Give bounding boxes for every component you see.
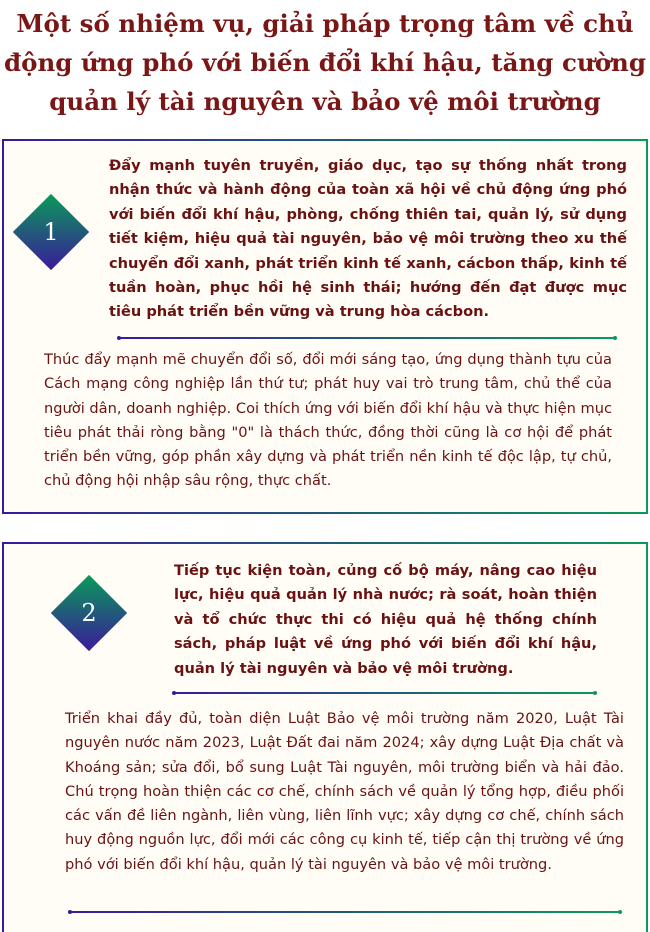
item-number: 2: [81, 599, 97, 627]
item-body: Triển khai đầy đủ, toàn diện Luật Bảo vệ môi trường năm 2020, Luật Tài nguyên nước năm 2023, Luật Đất đai năm 2024; xây dựng Luật Địa chất và Khoáng sản; sửa đổi, bổ sung Luật Tài nguyên, môi trường biển và hải đảo. Chú trọng hoàn thiện các cơ chế, chính sách về quản lý tổng hợp, điều phối các vấn đề liên ngành, liên vùng, liên lĩnh vực; xây dựng cơ chế, chính sách huy động nguồn lực, đổi mới các công cụ kinh tế, tiếp cận thị trường về ứng phó với biến đổi khí hậu, quản lý tài nguyên và bảo vệ môi trường.: [65, 710, 624, 873]
item-body: Thúc đẩy mạnh mẽ chuyển đổi số, đổi mới sáng tạo, ứng dụng thành tựu của Cách mạng công nghiệp lần thứ tư; phát huy vai trò trung tâm, chủ thể của người dân, doanh nghiệp. Coi thích ứng với biến đổi khí hậu và thực hiện mục tiêu phát thải ròng bằng "0" là thách thức, đồng thời cũng là cơ hội để phát triển bền vững, góp phần xây dựng và phát triển nền kinh tế độc lập, tự chủ, chủ động hội nhập sâu rộng, thực chất.: [44, 351, 612, 490]
item-heading: Tiếp tục kiện toàn, củng cố bộ máy, nâng cao hiệu lực, hiệu quả quản lý nhà nước; rà soát, hoàn thiện và tổ chức thực thi có hiệu quả hệ thống chính sách, pháp luật về ứng phó với biến đổi khí hậu, quản lý tài nguyên và bảo vệ môi trường.: [174, 562, 597, 677]
item-card-1: [2, 139, 648, 514]
page-title: Một số nhiệm vụ, giải pháp trọng tâm về chủ động ứng phó với biến đổi khí hậu, tăng cường quản lý tài nguyên và bảo vệ môi trường: [3, 9, 646, 116]
item-heading: Đẩy mạnh tuyên truyền, giáo dục, tạo sự thống nhất trong nhận thức và hành động của toàn xã hội về chủ động ứng phó với biến đổi khí hậu, phòng, chống thiên tai, quản lý, sử dụng tiết kiệm, hiệu quả tài nguyên, bảo vệ môi trường theo xu thế chuyển đổi xanh, phát triển kinh tế xanh, cácbon thấp, kinh tế tuần hoàn, phục hồi hệ sinh thái; hướng đến đạt được mục tiêu phát triển bền vững và trung hòa cácbon.: [109, 157, 627, 321]
divider: [70, 911, 620, 913]
divider: [174, 692, 595, 694]
divider: [119, 337, 615, 339]
item-number: 1: [43, 218, 59, 246]
item-card-2: [2, 542, 648, 932]
